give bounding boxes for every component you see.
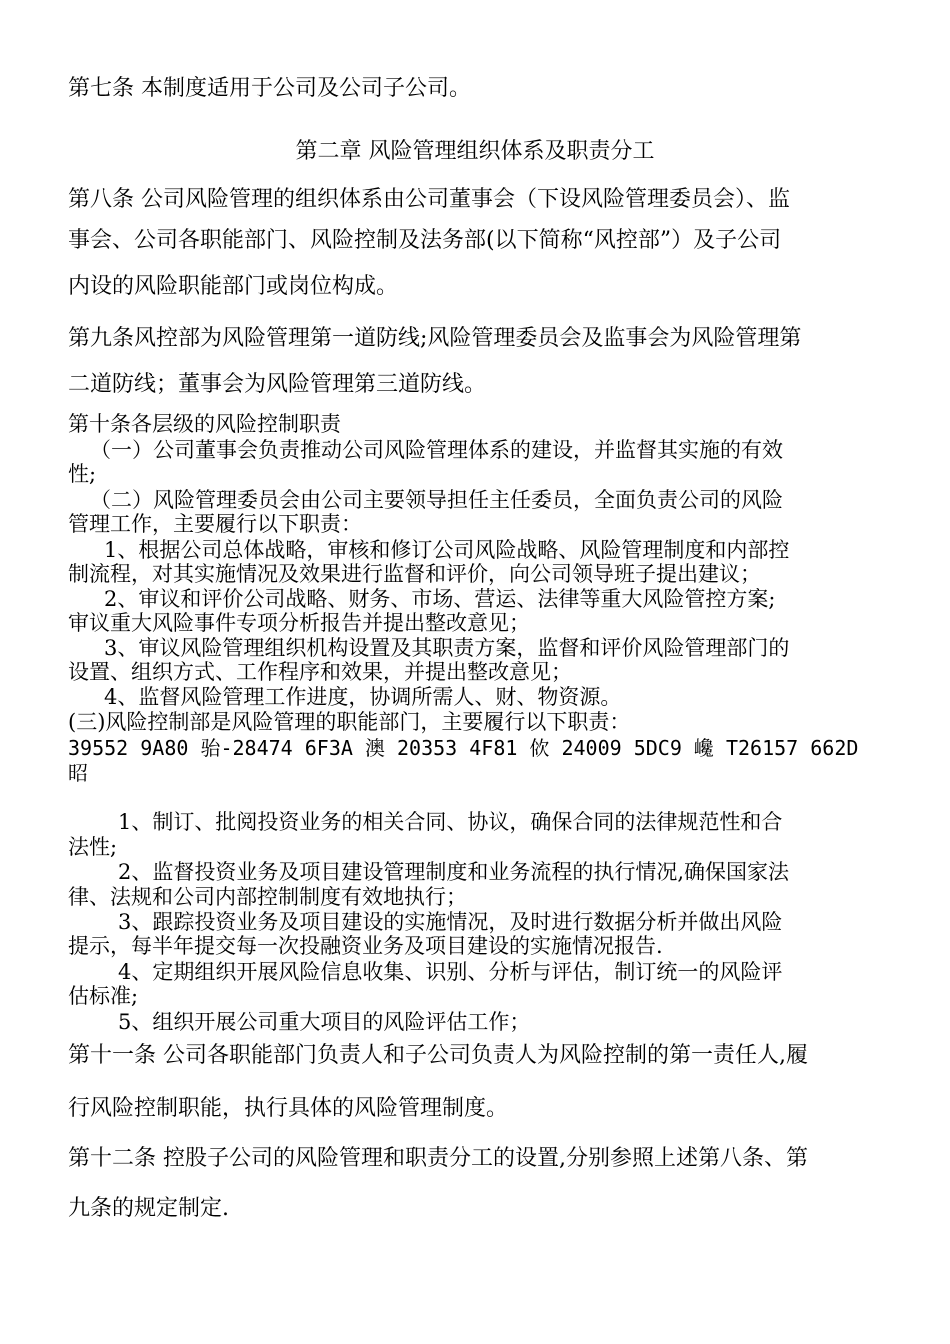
para-2-line-2: 管理工作，主要履行以下职责： — [68, 512, 362, 536]
garbled-line-1: 39552 9A80 骀-28474 6F3A 澳 20353 4F81 佽 24009 5DC9 巉 T26157 662D — [68, 736, 859, 760]
para-2-item-2-line-1: 2、审议和评价公司战略、财务、市场、营运、法律等重大风险管控方案; — [104, 587, 776, 611]
para-3-item-1-line-1: 1、制订、批阅投资业务的相关合同、协议，确保合同的法律规范性和合 — [118, 810, 783, 834]
article-12-line-1: 第十二条 控股子公司的风险管理和职责分工的设置,分别参照上述第八条、第 — [68, 1146, 808, 1171]
article-11-line-2: 行风险控制职能，执行具体的风险管理制度。 — [68, 1096, 509, 1121]
para-2-item-1-line-2: 制流程，对其实施情况及效果进行监督和评价，向公司领导班子提出建议； — [68, 562, 761, 586]
para-2-item-3-line-1: 3、审议风险管理组织机构设置及其职责方案，监督和评价风险管理部门的 — [104, 636, 790, 660]
article-11-line-1: 第十一条 公司各职能部门负责人和子公司负责人为风险控制的第一责任人,履 — [68, 1043, 808, 1068]
para-2-item-3-line-2: 设置、组织方式、工作程序和效果，并提出整改意见； — [68, 660, 572, 684]
para-3-item-2-line-1: 2、监督投资业务及项目建设管理制度和业务流程的执行情况,确保国家法 — [118, 860, 790, 884]
article-8-line-1: 第八条 公司风险管理的组织体系由公司董事会（下设风险管理委员会）、监 — [68, 187, 790, 212]
article-7: 第七条 本制度适用于公司及公司子公司。 — [68, 76, 471, 101]
article-9-line-2: 二道防线；董事会为风险管理第三道防线。 — [68, 372, 487, 397]
para-3-item-3-line-1: 3、跟踪投资业务及项目建设的实施情况，及时进行数据分析并做出风险 — [118, 910, 783, 934]
article-8-line-2: 事会、公司各职能部门、风险控制及法务部(以下简称“风控部”）及子公司 — [68, 228, 782, 253]
para-3-item-5: 5、组织开展公司重大项目的风险评估工作； — [118, 1010, 531, 1034]
para-3-item-4-line-1: 4、定期组织开展风险信息收集、识别、分析与评估，制订统一的风险评 — [118, 960, 783, 984]
para-3-title: (三)风险控制部是风险管理的职能部门，主要履行以下职责： — [68, 710, 631, 734]
para-2-item-4: 4、监督风险管理工作进度，协调所需人、财、物资源。 — [104, 685, 622, 709]
para-2-line-1: （二）风险管理委员会由公司主要领导担任主任委员，全面负责公司的风险 — [90, 488, 783, 512]
para-2-item-1-line-1: 1、根据公司总体战略，审核和修订公司风险战略、风险管理制度和内部控 — [104, 538, 790, 562]
para-1-line-1: （一）公司董事会负责推动公司风险管理体系的建设，并监督其实施的有效 — [90, 438, 783, 462]
para-3-item-3-line-2: 提示，每半年提交每一次投融资业务及项目建设的实施情况报告. — [68, 934, 663, 958]
para-3-item-1-line-2: 法性; — [68, 835, 118, 859]
para-3-item-2-line-2: 律、法规和公司内部控制制度有效地执行； — [68, 885, 467, 909]
article-8-line-3: 内设的风险职能部门或岗位构成。 — [68, 274, 399, 299]
para-3-item-4-line-2: 估标准; — [68, 984, 139, 1008]
article-12-line-2: 九条的规定制定. — [68, 1196, 229, 1221]
article-9-line-1: 第九条风控部为风险管理第一道防线;风险管理委员会及监事会为风险管理第 — [68, 326, 802, 351]
para-1-line-2: 性; — [68, 462, 97, 486]
garbled-line-2: 昭 — [68, 761, 88, 785]
article-10-title: 第十条各层级的风险控制职责 — [68, 412, 341, 436]
para-2-item-2-line-2: 审议重大风险事件专项分析报告并提出整改意见； — [68, 611, 530, 635]
chapter-title: 第二章 风险管理组织体系及职责分工 — [295, 139, 655, 164]
